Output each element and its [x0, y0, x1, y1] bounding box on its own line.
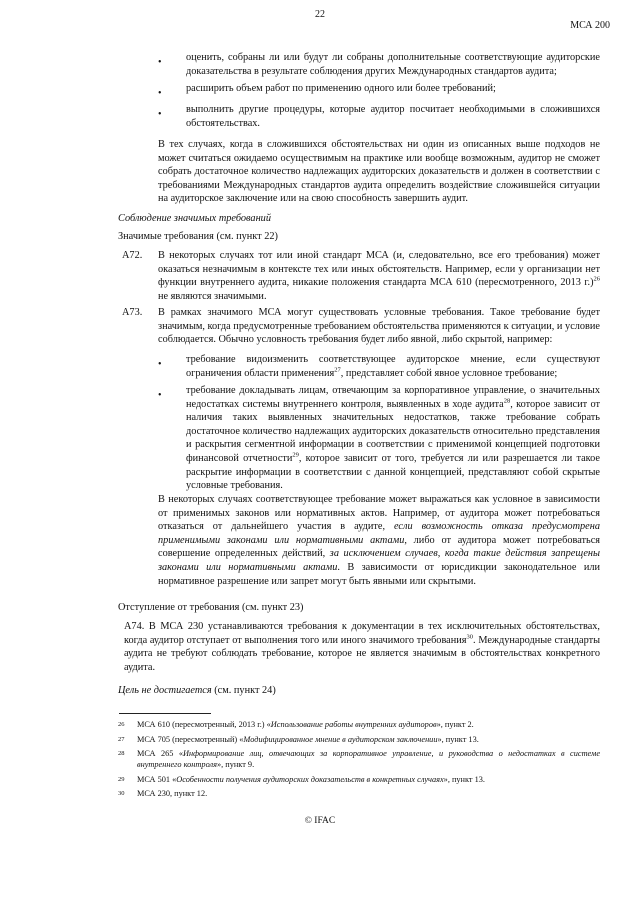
- section-heading: Соблюдение значимых требований: [118, 213, 271, 224]
- bullet-marker: •: [158, 390, 162, 401]
- footnote-number: 29: [118, 776, 125, 783]
- footnote-ref: 28: [503, 397, 511, 405]
- bullet-marker: •: [158, 88, 162, 99]
- paragraph-a72: В некоторых случаях тот или иной стандарт МСА (и, следовательно, все его требования) может оказаться незначимым в контексте тех или иных обстоятельств. Например, если у организации нет функции внутреннего аудита, никакие положения стандарта МСА 610 (пересмотренного, 2013 г.)$^{26}$ не являются значимыми.: [158, 250, 600, 302]
- footnote-number: 26: [118, 721, 125, 728]
- bullet-item: требование докладывать лицам, отвечающим за корпоративное управление, о значительных недостатках системы внутреннего контроля, выявленных в ходе аудита$^{28}$, которое зависит от наличия таких выявленных значительных недостатков, также требование собрать достаточное количество надлежащих аудиторских доказательств относительно представления и раскрытия сегментной информации в соответствии с применимой концепцией подготовки финансовой отчетности$^{29}$, которое зависит от того, требуется ли или разрешается ли такое раскрытие информации в соответствии с данной концепцией, представляют собой скрытые условные требования.: [186, 385, 600, 492]
- footnote-number: 30: [118, 790, 125, 797]
- bullet-marker: •: [158, 359, 162, 370]
- footnote-ref: 29: [292, 451, 299, 459]
- page-number: 22: [315, 9, 325, 20]
- footnote-ref: 30: [466, 633, 474, 641]
- footnote: МСА 610 (пересмотренный, 2013 г.) «Использование работы внутренних аудиторов», пункт 2.: [137, 720, 474, 729]
- footnote-number: 27: [118, 736, 125, 743]
- bullet-marker: •: [158, 109, 162, 120]
- footnote: МСА 501 «Особенности получения аудиторских доказательств в конкретных случаях», пункт 13.: [137, 775, 485, 784]
- paragraph: В тех случаях, когда в сложившихся обстоятельствах ни один из описанных выше подходов не может считаться ожидаемо осуществимым на практике или вообще возможным, аудитор не сможет собрать достаточное количество надлежащих аудиторских доказательств и должен в соответствии с требованиями Международных стандартов аудита определить воздействие сложившейся ситуации на аудиторское заключение или на свою способность завершить аудит.: [158, 139, 600, 205]
- footnote: МСА 265 «Информирование лиц, отвечающих за корпоративное управление, и руководства о недостатках в системе внутреннего контроля», пункт 9.: [137, 749, 601, 769]
- paragraph-a74: A74. В МСА 230 устанавливаются требования к документации в тех исключительных обстоятельствах, когда аудитор отступает от выполнения того или иного значимого требования$^{30}$. Международные стандарты аудита не требуют соблюдать требование, которое не является значимым в обстоятельствах конкретного аудита.: [124, 621, 601, 673]
- bullet-marker: •: [158, 57, 162, 68]
- footnote-ref: 27: [334, 366, 341, 374]
- paragraph-a73: В рамках значимого МСА могут существовать условные требования. Такое требование будет значимым, когда предусмотренные требованием обстоятельства применяются к ситуации, и условие соблюдается. Обычно условность требования будет либо явной, либо скрытой, например:: [158, 307, 600, 346]
- subsection-heading: Цель не достигается (см. пункт 24): [118, 685, 276, 696]
- bullet-item: расширить объем работ по применению одного или более требований;: [186, 83, 496, 94]
- footnote: МСА 230, пункт 12.: [137, 789, 208, 798]
- subsection-heading: Отступление от требования (см. пункт 23): [118, 602, 304, 613]
- paragraph-number: A72.: [122, 250, 143, 261]
- standard-code: МСА 200: [570, 20, 610, 31]
- subsection-heading: Значимые требования (см. пункт 22): [118, 231, 278, 242]
- copyright-footer: © IFAC: [304, 816, 336, 826]
- bullet-item: требование видоизменить соответствующее аудиторское мнение, если существуют ограничения области применения$^{27}$, представляет собой явное условное требование;: [186, 354, 600, 379]
- footnote-ref: 26: [593, 275, 600, 283]
- footnote: МСА 705 (пересмотренный) «Модифицированное мнение в аудиторском заключении», пункт 13.: [137, 735, 479, 744]
- footnote-divider: [119, 713, 211, 714]
- paragraph-number: A73.: [122, 307, 143, 318]
- bullet-item: выполнить другие процедуры, которые аудитор посчитает необходимыми в сложившихся обстоятельствах.: [186, 104, 600, 129]
- paragraph: В некоторых случаях соответствующее требование может выражаться как условное в зависимости от применимых законов или нормативных актов. Например, от аудитора может потребоваться отказаться от дальнейшего участия в аудите, если возможность отказа предусмотрена применимыми законами или нормативными актами, либо от аудитора может потребоваться совершение определенных действий, за исключением случаев, когда такие действия запрещены законами или нормативными актами. В зависимости от юрисдикции законодательное или нормативное разрешение или запрет могут быть явными или скрытыми.: [158, 494, 601, 587]
- bullet-item: оценить, собраны ли или будут ли собраны дополнительные соответствующие аудиторские доказательства в результате соблюдения других Международных стандартов аудита;: [186, 52, 600, 77]
- footnote-number: 28: [118, 750, 125, 757]
